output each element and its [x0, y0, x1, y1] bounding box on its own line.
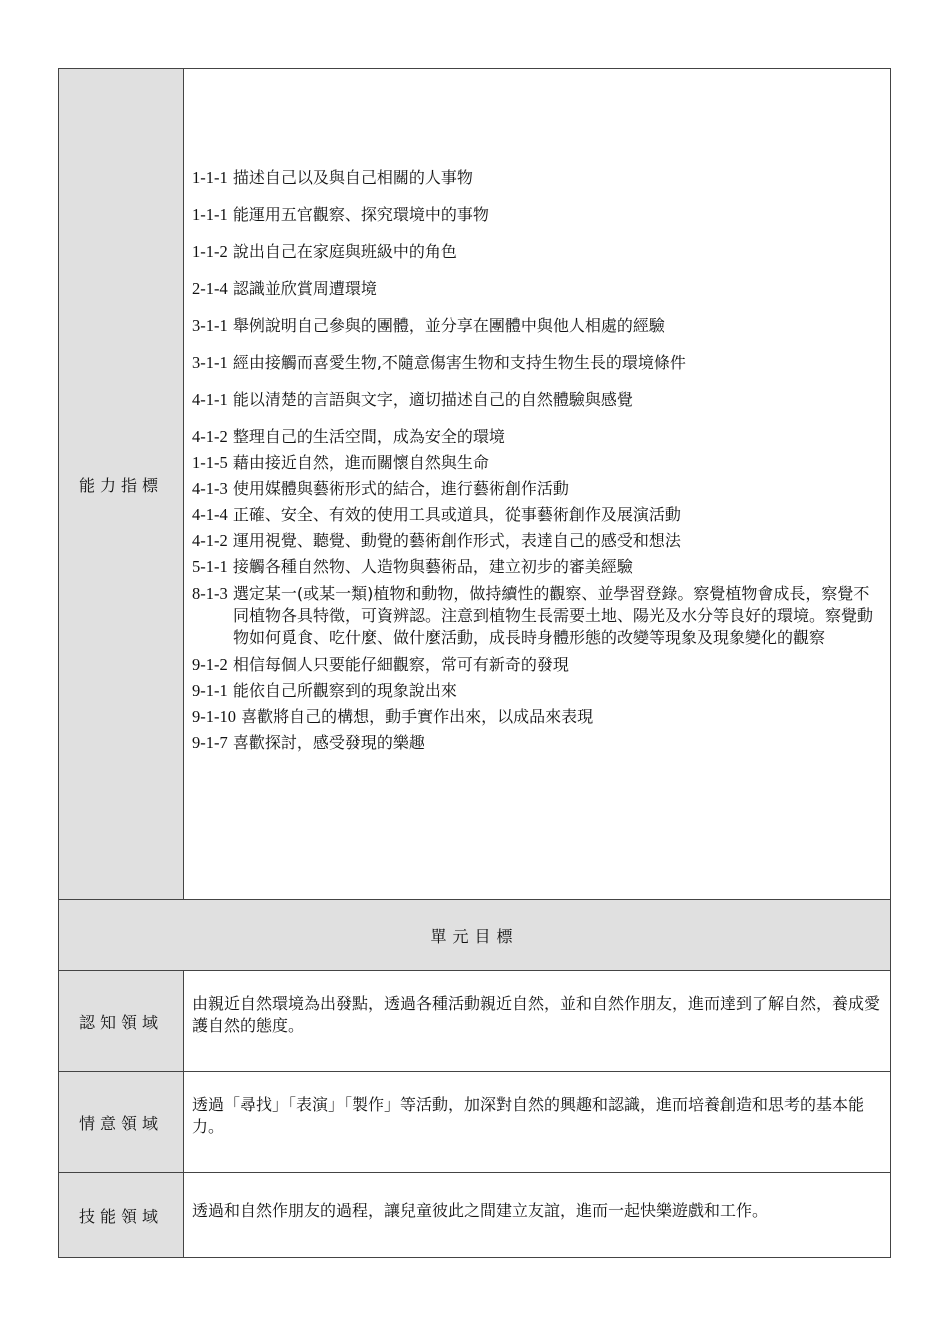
ability-item: 1-1-1 能運用五官觀察、探究環境中的事物	[192, 205, 489, 224]
abilities-content	[184, 69, 890, 899]
skill-domain-row	[58, 1172, 891, 1258]
ability-item: 4-1-2 整理自己的生活空間，成為安全的環境	[192, 427, 505, 446]
ability-item: 3-1-1 舉例說明自己參與的團體，並分享在團體中與他人相處的經驗	[192, 316, 665, 335]
ability-item: 9-1-10 喜歡將自己的構想，動手實作出來，以成品來表現	[192, 707, 594, 726]
ability-item: 1-1-5 藉由接近自然，進而關懷自然與生命	[192, 453, 489, 472]
ability-item: 4-1-2 運用視覺、聽覺、動覺的藝術創作形式，表達自己的感受和想法	[192, 531, 681, 550]
skill-domain-label: 技能領域	[59, 1173, 184, 1257]
ability-item: 1-1-1 描述自己以及與自己相關的人事物	[192, 168, 473, 187]
ability-item: 8-1-3 選定某一(或某一類)植物和動物，做持續性的觀察、並學習登錄。察覺植物會成長，察覺不同植物各具特徵，可資辨認。注意到植物生長需要土地、陽光及水分等良好的環境。察覺動物如何覓食、吃什麼、做什麼活動，成長時身體形態的改變等現象及現象變化的觀察	[192, 584, 874, 647]
abilities-label: 能力指標	[59, 69, 184, 899]
ability-item: 9-1-2 相信每個人只要能仔細觀察，常可有新奇的發現	[192, 655, 569, 674]
ability-item: 4-1-3 使用媒體與藝術形式的結合，進行藝術創作活動	[192, 479, 569, 498]
ability-item: 5-1-1 接觸各種自然物、人造物與藝術品，建立初步的審美經驗	[192, 557, 633, 576]
affective-domain-text: 透過「尋找」「表演」「製作」等活動，加深對自然的興趣和認識，進而培養創造和思考的基本能力。	[192, 1095, 865, 1136]
abilities-row	[58, 68, 891, 899]
ability-item: 9-1-1 能依自己所觀察到的現象說出來	[192, 681, 457, 700]
unit-goals-header: 單元目標	[58, 899, 891, 970]
cognitive-domain-text: 由親近自然環境為出發點，透過各種活動親近自然，並和自然作朋友，進而達到了解自然，養成愛護自然的態度。	[192, 994, 881, 1035]
skill-domain-text: 透過和自然作朋友的過程，讓兒童彼此之間建立友誼，進而一起快樂遊戲和工作。	[192, 1201, 769, 1220]
ability-item: 9-1-7 喜歡探討，感受發現的樂趣	[192, 733, 425, 752]
abilities-list	[192, 168, 882, 753]
cognitive-domain-row	[58, 970, 891, 1071]
ability-item: 2-1-4 認識並欣賞周遭環境	[192, 279, 377, 298]
ability-item: 1-1-2 說出自己在家庭與班級中的角色	[192, 242, 457, 261]
affective-domain-label: 情意領域	[59, 1072, 184, 1172]
ability-item: 4-1-1 能以清楚的言語與文字，適切描述自己的自然體驗與感覺	[192, 390, 633, 409]
cognitive-domain-label: 認知領域	[59, 971, 184, 1071]
lesson-plan-table	[58, 68, 891, 1258]
ability-item: 3-1-1 經由接觸而喜愛生物,不隨意傷害生物和支持生物生長的環境條件	[192, 353, 686, 372]
ability-item: 4-1-4 正確、安全、有效的使用工具或道具，從事藝術創作及展演活動	[192, 505, 681, 524]
affective-domain-row	[58, 1071, 891, 1172]
